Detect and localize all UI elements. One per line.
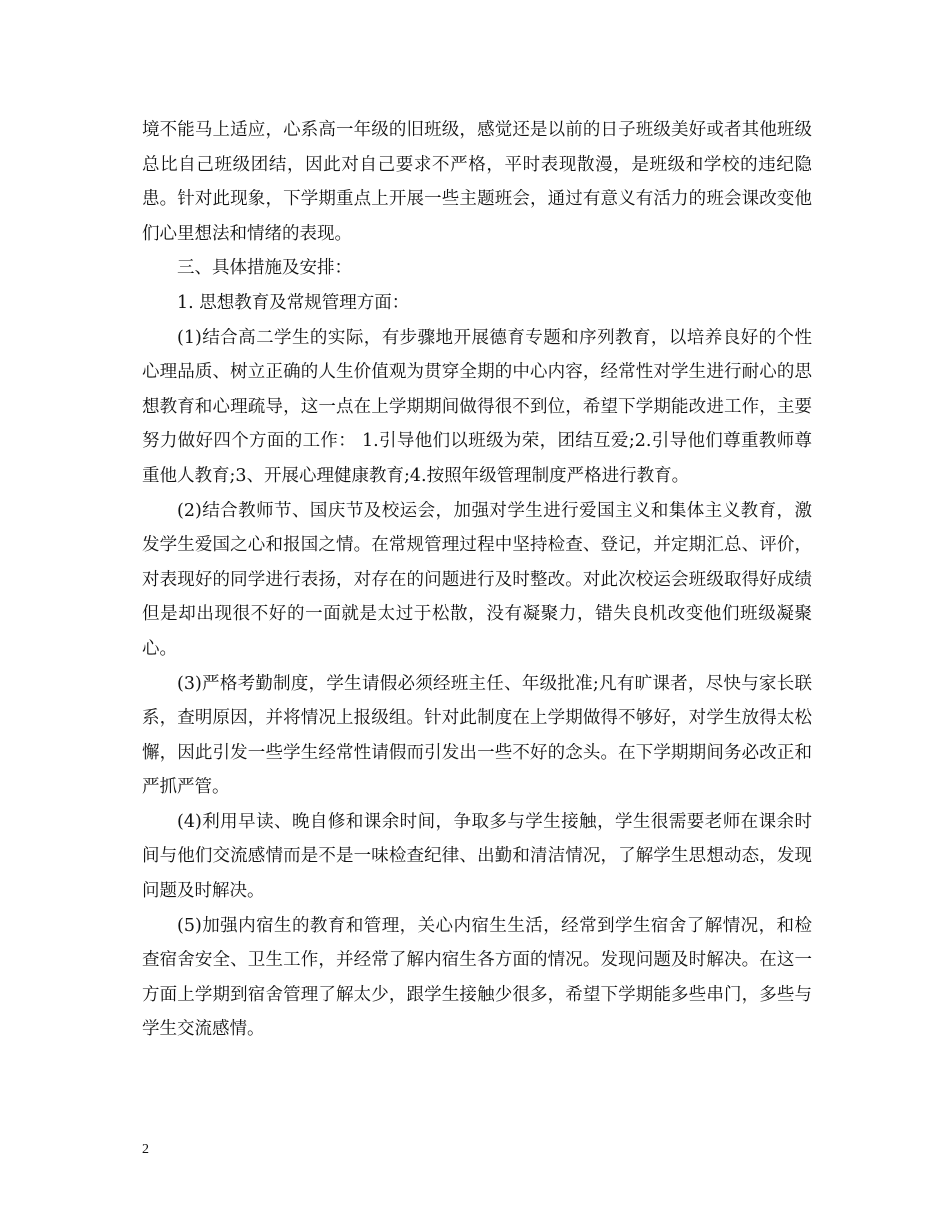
document-body [142,113,812,1047]
paragraph-item-2: (2)结合教师节、国庆节及校运会，加强对学生进行爱国主义和集体主义教育，激发学生爱国之心和报国之情。在常规管理过程中坚持检查、登记，并定期汇总、评价，对表现好的同学进行表扬，对存在的问题进行及时整改。对此次校运会班级取得好成绩但是却出现很不好的一面就是太过于松散，没有凝聚力，错失良机改变他们班级凝聚心。 [142,500,812,659]
subsection-heading-ideology: 1. 思想教育及常规管理方面： [177,292,410,313]
page-number: 2 [142,1142,149,1157]
paragraph-item-3: (3)严格考勤制度，学生请假必须经班主任、年级批准;凡有旷课者，尽快与家长联系，查明原因，并将情况上报级组。针对此制度在上学期做得不够好，对学生放得太松懈，因此引发一些学生经常性请假而引发出一些不好的念头。在下学期期间务必改正和严抓严管。 [142,673,812,798]
paragraph-item-5: (5)加强内宿生的教育和管理，关心内宿生生活，经常到学生宿舍了解情况，和检查宿舍安全、卫生工作，并经常了解内宿生各方面的情况。发现问题及时解决。在这一方面上学期到宿舍管理了解太少，跟学生接触少很多，希望下学期能多些串门，多些与学生交流感情。 [142,915,812,1040]
section-heading-measures: 三、具体措施及安排： [177,258,352,279]
paragraph-item-4: (4)利用早读、晚自修和课余时间，争取多与学生接触，学生很需要老师在课余时间与他们交流感情而是不是一味检查纪律、出勤和清洁情况，了解学生思想动态，发现问题及时解决。 [142,811,812,902]
paragraph-continuation: 境不能马上适应，心系高一年级的旧班级，感觉还是以前的日子班级美好或者其他班级总比自己班级团结，因此对自己要求不严格，平时表现散漫，是班级和学校的违纪隐患。针对此现象，下学期重点上开展一些主题班会，通过有意义有活力的班会课改变他们心里想法和情绪的表现。 [142,120,812,244]
paragraph-item-1: (1)结合高二学生的实际，有步骤地开展德育专题和序列教育，以培养良好的个性心理品质、树立正确的人生价值观为贯穿全期的中心内容，经常性对学生进行耐心的思想教育和心理疏导，这一点在上学期期间做得很不到位，希望下学期能改进工作，主要努力做好四个方面的工作： 1.引导他们以班级为荣，团结互爱;2.引导他们尊重教师尊重他人教育;3、开展心理健康教育;4.按照年级管理制度严格进行教育。 [142,327,812,486]
